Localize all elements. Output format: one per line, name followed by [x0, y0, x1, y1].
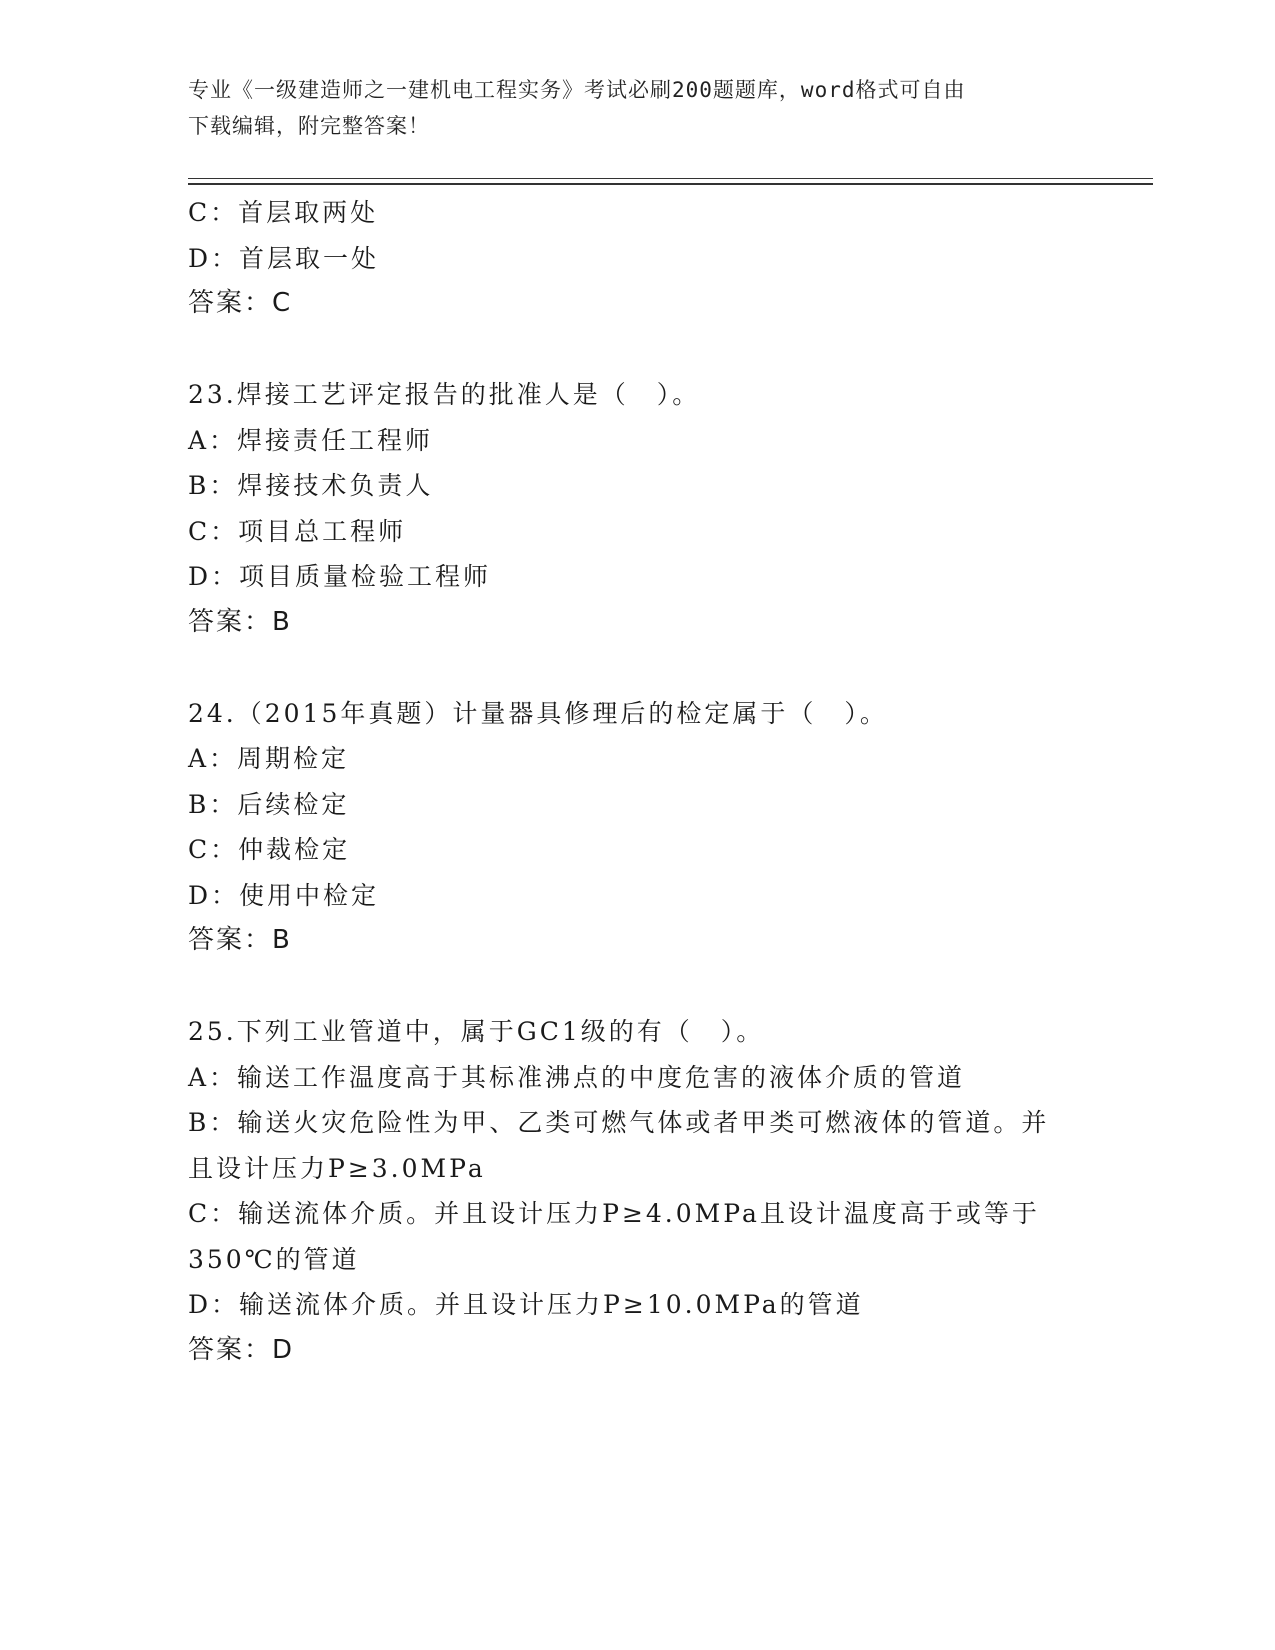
header-divider-thin	[188, 178, 1153, 179]
option-c: C：仲裁检定	[188, 835, 351, 864]
answer-line: 答案：B	[188, 606, 292, 637]
answer-line: 答案：D	[188, 1334, 295, 1365]
answer-line: 答案：C	[188, 288, 293, 318]
option-d: D：使用中检定	[188, 880, 380, 910]
option-b-line-1: B：输送火灾危险性为甲、乙类可燃气体或者甲类可燃液体的管道。并	[188, 1108, 1050, 1137]
question-stem: 23.焊接工艺评定报告的批准人是（ ）。	[188, 380, 701, 409]
answer-line: 答案：B	[188, 925, 292, 955]
option-a: A：焊接责任工程师	[188, 425, 434, 455]
option-c-line-2: 350℃的管道	[188, 1244, 360, 1274]
option-c-line-1: C：输送流体介质。并且设计压力P≥4.0MPa且设计温度高于或等于	[188, 1199, 1040, 1228]
question-22-tail	[188, 190, 1088, 327]
question-stem: 24.（2015年真题）计量器具修理后的检定属于（ ）。	[188, 698, 888, 728]
option-b-line-2: 且设计压力P≥3.0MPa	[188, 1153, 486, 1183]
option-b: B：焊接技术负责人	[188, 471, 434, 500]
option-c: C：项目总工程师	[188, 516, 407, 546]
question-24	[188, 691, 1088, 964]
option-d: D：首层取一处	[188, 243, 380, 273]
document-body	[188, 190, 1088, 1373]
page-header	[188, 72, 1068, 144]
option-c: C：首层取两处	[188, 198, 379, 227]
question-25	[188, 1009, 1088, 1373]
option-a: A：输送工作温度高于其标准沸点的中度危害的液体介质的管道	[188, 1062, 966, 1092]
option-b: B：后续检定	[188, 789, 350, 819]
header-line-2: 下载编辑，附完整答案！	[188, 114, 430, 138]
option-d: D：项目质量检验工程师	[188, 562, 492, 591]
spacer	[188, 964, 1088, 1010]
option-d: D：输送流体介质。并且设计压力P≥10.0MPa的管道	[188, 1290, 864, 1319]
header-line-1: 专业《一级建造师之一建机电工程实务》考试必刷200题题库，word格式可自由	[188, 78, 966, 102]
question-stem: 25.下列工业管道中，属于GC1级的有（ ）。	[188, 1017, 765, 1046]
question-23	[188, 372, 1088, 645]
spacer	[188, 327, 1088, 373]
header-divider-thick	[188, 183, 1153, 185]
option-a: A：周期检定	[188, 744, 350, 773]
spacer	[188, 645, 1088, 691]
